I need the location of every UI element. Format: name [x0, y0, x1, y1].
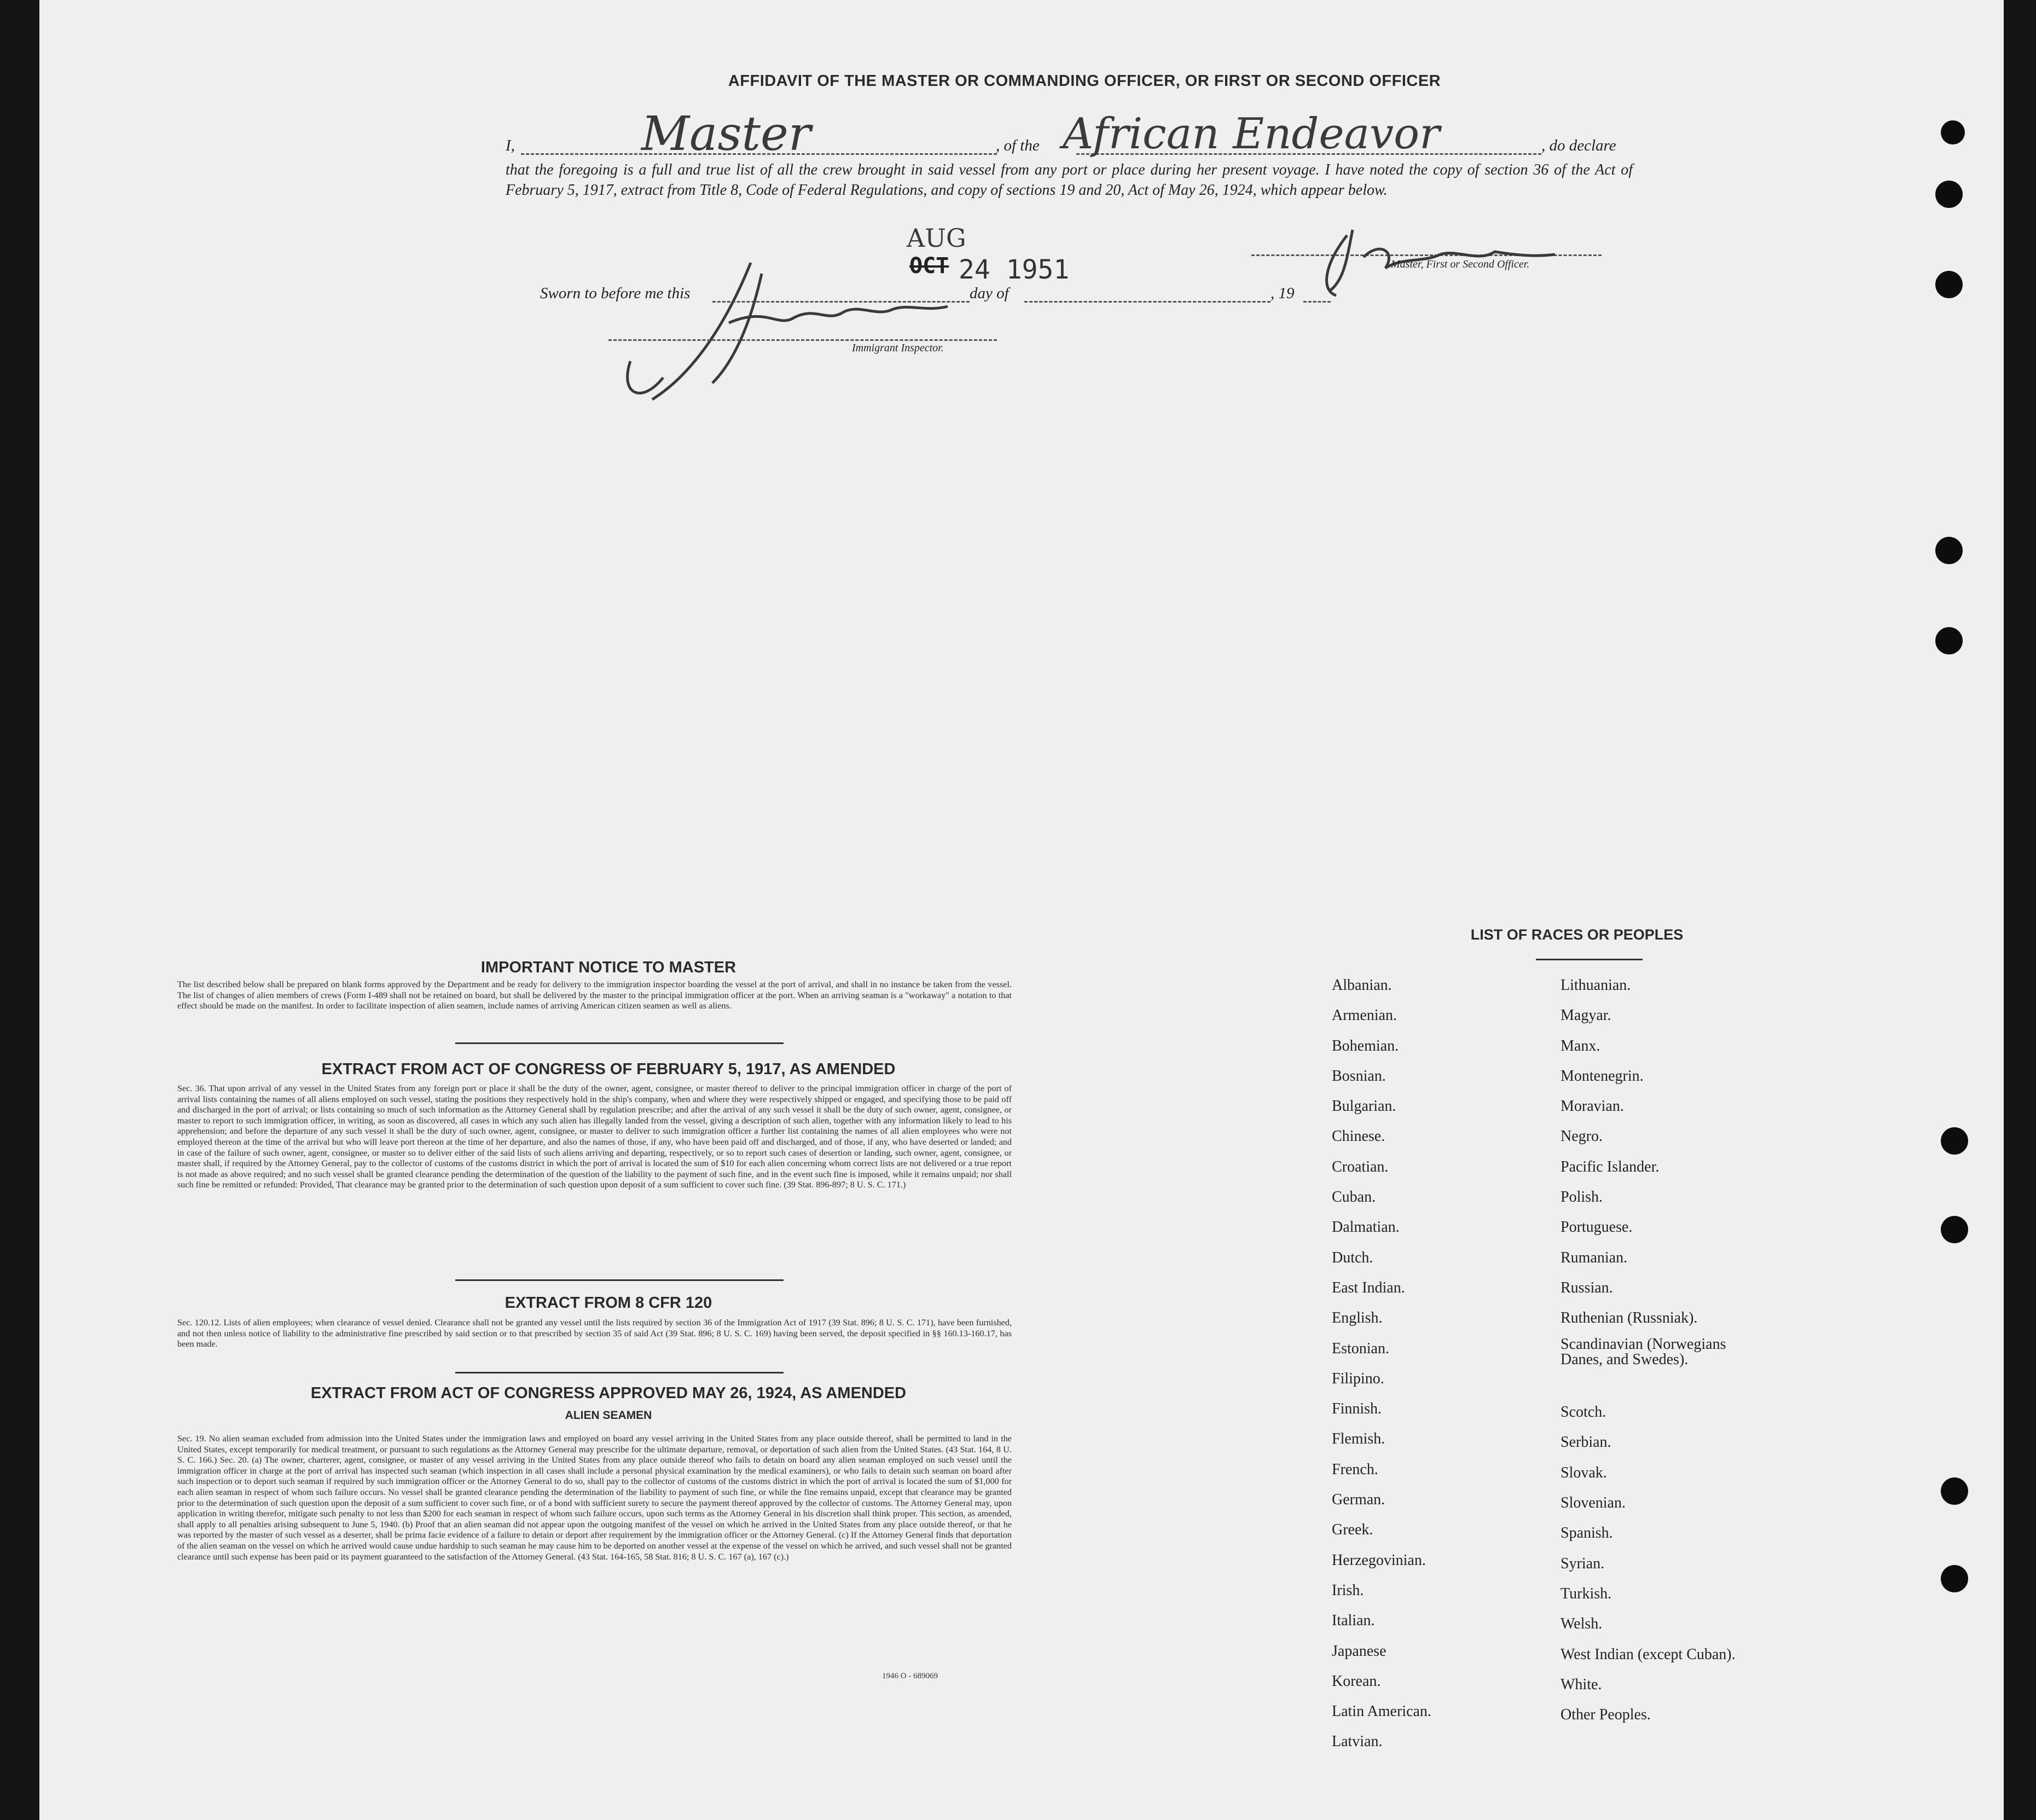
race-item: Latin American. [1332, 1703, 1431, 1720]
race-item: Serbian. [1561, 1434, 1611, 1451]
race-item: Pacific Islander. [1561, 1158, 1660, 1175]
punch-hole [1935, 627, 1963, 654]
race-item: White. [1561, 1676, 1602, 1693]
race-item: Finnish. [1332, 1400, 1382, 1418]
race-item: Slovak. [1561, 1464, 1607, 1481]
race-item: Irish. [1332, 1581, 1364, 1599]
affidavit-line1-mid: , of the [996, 137, 1040, 154]
stamp-month-handwritten: AUG [907, 223, 966, 253]
race-item: English. [1332, 1309, 1383, 1327]
race-item: Welsh. [1561, 1615, 1603, 1633]
race-item: Syrian. [1561, 1555, 1605, 1572]
race-item: Ruthenian (Russniak). [1561, 1309, 1698, 1327]
sworn-label: Sworn to before me this [540, 285, 691, 302]
race-item: German. [1332, 1491, 1385, 1509]
race-item: Latvian. [1332, 1733, 1383, 1751]
race-item: Spanish. [1561, 1525, 1613, 1542]
extract-1917-title: EXTRACT FROM ACT OF CONGRESS OF FEBRUARY 5, 1917, AS AMENDED [321, 1060, 896, 1078]
notice-title: IMPORTANT NOTICE TO MASTER [480, 959, 736, 976]
race-item: Flemish. [1332, 1430, 1385, 1448]
handwritten-name: Master [641, 107, 811, 161]
extract-8cfr-text: Sec. 120.12. Lists of alien employees; when clearance of vessel denied. Clearance shall not be granted any vessel until the lists required by section 36 of the Immigration Act of 1917 (39 Stat. 896; 8 U. S. C. 171), have been furnished, and not then unless notice of liability to the administrative fine prescribed by said section or to that prescribed by section 35 of said Act (39 Stat. 896; 8 U. S. C. 169) having been served, the deposit specified in §§ 160.13-160.17, has been made. [177, 1318, 1012, 1349]
extract-1924-text: Sec. 19. No alien seaman excluded from admission into the United States under the immigration laws and employed on board any vessel arriving in the United States from any place outside thereof, shall be permitted to land in the United States, except temporarily for medical treatment, or pursuant to such regulations as the Attorney General may prescribe for the ultimate departure, removal, or deportation of such alien from the United States. (43 Stat. 164, 8 U. S. C. 166.) Sec. 20. (a) The owner, charterer, agent, consignee, or master of any vessel arriving in the United States from any place outside thereof who fails to detain on board any alien seaman employed on such vessel until the immigration officer in charge at the port of arrival has inspected such seaman (which inspection in all cases shall include a personal physical examination by the medical examiners), or who fails to detain such seaman on board after such inspection or to deport such seaman if required by such immigration officer or the Attorney General to do so, shall pay to the collector of customs of the customs district in which the port of arrival is located the sum of $1,000 for each alien seaman in respect of whom such failure occurs. No vessel shall be granted clearance pending the determination of the liability to payment of such fine, or while the fine remains unpaid, except that clearance may be granted prior to the determination of such question upon the deposit of a sum sufficient to cover such fine, or of a bond with sufficient surety to secure the payment thereof approved by the collector of customs. The Attorney General may, upon application in writing therefor, mitigate such penalty to not less than $200 for each seaman in respect of whom such failure occurs, upon such terms as the Attorney General in his discretion shall think proper. This section, as amended, shall apply to all penalties arising subsequent to June 5, 1940. (b) Proof that an alien seaman did not appear upon the outgoing manifest of the vessel on which he arrived in the United States from any place outside thereof, or that he was reported by the master of such vessel as a deserter, shall be prima facie evidence of a failure to detain or deport after requirement by the immigration officer or the Attorney General. (c) If the Attorney General finds that deportation of the alien seaman on the vessel on which he arrived would cause undue hardship to such seaman he may cause him to be deported on another vessel at the expense of the vessel on which he arrived, and such vessel shall not be granted clearance until such expense has been paid or its payment guaranteed to the satisfaction of the Attorney General. (43 Stat. 164-165, 58 Stat. 816; 8 U. S. C. 167 (a), 167 (c).) [177, 1434, 1012, 1562]
race-item: French. [1332, 1460, 1378, 1478]
race-item: Polish. [1561, 1189, 1603, 1206]
extract-1917-text: Sec. 36. That upon arrival of any vessel in the United States from any foreign port or place it shall be the duty of the owner, agent, consignee, or master thereof to deliver to the principal immigration officer in charge of the port of arrival lists containing the names of all aliens employed on such vessel, stating the positions they respectively hold in the ship's company, when and where they were respectively shipped or engaged, and specifying those to be paid off and discharged in the port of arrival; or lists containing so much of such information as the Attorney General shall by regulation prescribe; and after the arrival of any such vessel it shall be the duty of such owner, agent, consignee, or master to report to such immigration officer, in writing, as soon as discovered, all cases in which any such alien has illegally landed from the vessel, giving a description of such alien, together with any information likely to lead to his apprehension; and before the departure of any such vessel it shall be the duty of such owner, agent, consignee, or master to deliver to such immigration officer a further list containing the names of all alien employees who were not employed thereon at the time of the arrival but who will leave port thereon at the time of her departure, and also the names of those, if any, who have been paid off and discharged, and of those, if any, who have deserted or landed; and in case of the failure of such owner, agent, consignee, or master so to deliver either of the said lists of such aliens arriving and departing, respectively, or so to report such cases of desertion or landing, such owner, agent, consignee, or master shall, if required by the Attorney General, pay to the collector of customs of the customs district in which the port of arrival is located the sum of $10 for each alien concerning whom correct lists are not delivered or a true report is not made as above required; and no such vessel shall be granted clearance pending the determination of the question of the liability to the payment of such fine, and in the event such fine is imposed, while it remains unpaid; nor shall such fine be remitted or refunded: Provided, That clearance may be granted prior to the determination of such question upon deposit of a sum sufficient to cover such fine. (39 Stat. 896-897; 8 U. S. C. 171.) [177, 1083, 1012, 1190]
race-item: Chinese. [1332, 1128, 1385, 1145]
race-item: Scandinavian (Norwegians Danes, and Swedes). [1561, 1335, 1726, 1368]
officer-caption: Master, First or Second Officer. [1391, 258, 1530, 270]
affidavit-body: that the foregoing is a full and true list of all the crew brought in said vessel from any port or place during her present voyage. I have noted the copy of section 36 of the Act of February 5, 1917, extract from Title 8, Code of Federal Regulations, and copy of sections 19 and 20, Act of May 26, 1924, which appear below. [506, 161, 1633, 199]
divider [455, 1372, 784, 1373]
race-item: Croatian. [1332, 1158, 1389, 1175]
punch-hole [1941, 1565, 1968, 1592]
stamp-date: 24 1951 [959, 254, 1070, 285]
race-item: Albanian. [1332, 977, 1392, 994]
stamp-month-struck: OCT [909, 253, 949, 279]
race-item: Russian. [1561, 1279, 1613, 1296]
punch-hole [1935, 181, 1963, 208]
race-item: Magyar. [1561, 1007, 1611, 1024]
race-item: Scotch. [1561, 1404, 1606, 1421]
inspector-signature [587, 252, 970, 416]
race-item: Bosnian. [1332, 1067, 1386, 1085]
extract-8cfr-title: EXTRACT FROM 8 CFR 120 [504, 1294, 712, 1312]
punch-hole [1935, 271, 1963, 298]
month-blank [1024, 301, 1271, 303]
punch-hole [1941, 120, 1965, 144]
print-code: 1946 O - 689069 [882, 1672, 938, 1680]
race-item: Italian. [1332, 1612, 1375, 1630]
race-item: Rumanian. [1561, 1249, 1628, 1266]
divider [455, 1042, 784, 1044]
race-item: Manx. [1561, 1037, 1600, 1054]
race-item: West Indian (except Cuban). [1561, 1645, 1736, 1663]
divider [455, 1279, 784, 1281]
extract-1924-subtitle: ALIEN SEAMEN [565, 1409, 652, 1422]
race-item: Moravian. [1561, 1098, 1624, 1115]
races-right-column [1561, 970, 1790, 1730]
punch-hole [1941, 1477, 1968, 1505]
race-item: Dalmatian. [1332, 1219, 1400, 1236]
race-item: Estonian. [1332, 1340, 1389, 1357]
race-item: Portuguese. [1561, 1219, 1633, 1236]
inspector-caption: Immigrant Inspector. [852, 342, 944, 354]
affidavit-line1-suffix: , do declare [1541, 137, 1616, 154]
race-item: Filipino. [1332, 1370, 1384, 1387]
race-item: Cuban. [1332, 1189, 1376, 1206]
race-item: Montenegrin. [1561, 1067, 1644, 1085]
race-item: Greek. [1332, 1521, 1373, 1539]
race-item: Bulgarian. [1332, 1098, 1396, 1115]
punch-hole [1941, 1216, 1968, 1243]
document-page [39, 0, 2004, 1820]
affidavit-title: AFFIDAVIT OF THE MASTER OR COMMANDING OFFICER, OR FIRST OR SECOND OFFICER [728, 72, 1441, 90]
race-item: East Indian. [1332, 1279, 1405, 1296]
race-item: Turkish. [1561, 1585, 1612, 1602]
races-left-column [1332, 970, 1540, 1757]
race-item: Other Peoples. [1561, 1706, 1651, 1724]
race-item: Japanese [1332, 1642, 1387, 1660]
day-of-label: day of [970, 285, 1009, 302]
race-item: Bohemian. [1332, 1037, 1399, 1054]
year-prefix: , 19 [1271, 285, 1295, 302]
extract-1924-title: EXTRACT FROM ACT OF CONGRESS APPROVED MAY 26, 1924, AS AMENDED [310, 1384, 907, 1402]
race-item [1561, 1367, 1790, 1397]
notice-text: The list described below shall be prepared on blank forms approved by the Department and be ready for delivery to the immigration inspector boarding the vessel at the port of arrival, and shall in no instance be taken from the vessel. The list of changes of alien members of crews (Form I-489 shall not be retained on board, but shall be delivered by the master to the principal immigration officer at the port. When an arriving seaman is a "workaway" a notation to that effect should be made on the manifest. In order to facilitate inspection of alien seamen, include names of arriving American citizen seamen as well as aliens. [177, 979, 1012, 1011]
affidavit-line1-prefix: I, [506, 137, 515, 154]
race-item: Negro. [1561, 1128, 1603, 1145]
race-item: Armenian. [1332, 1007, 1397, 1024]
races-title: LIST OF RACES OR PEOPLES [1470, 926, 1684, 943]
race-item: Lithuanian. [1561, 977, 1631, 994]
race-item: Herzegovinian. [1332, 1551, 1426, 1569]
punch-hole [1935, 537, 1963, 564]
race-item: Slovenian. [1561, 1494, 1626, 1512]
year-blank [1303, 301, 1331, 303]
inspector-signature-line [608, 339, 997, 341]
divider [1536, 959, 1643, 960]
race-item: Dutch. [1332, 1249, 1373, 1266]
handwritten-vessel: African Endeavor [1063, 109, 1440, 159]
punch-hole [1941, 1127, 1968, 1155]
race-item: Korean. [1332, 1672, 1381, 1690]
